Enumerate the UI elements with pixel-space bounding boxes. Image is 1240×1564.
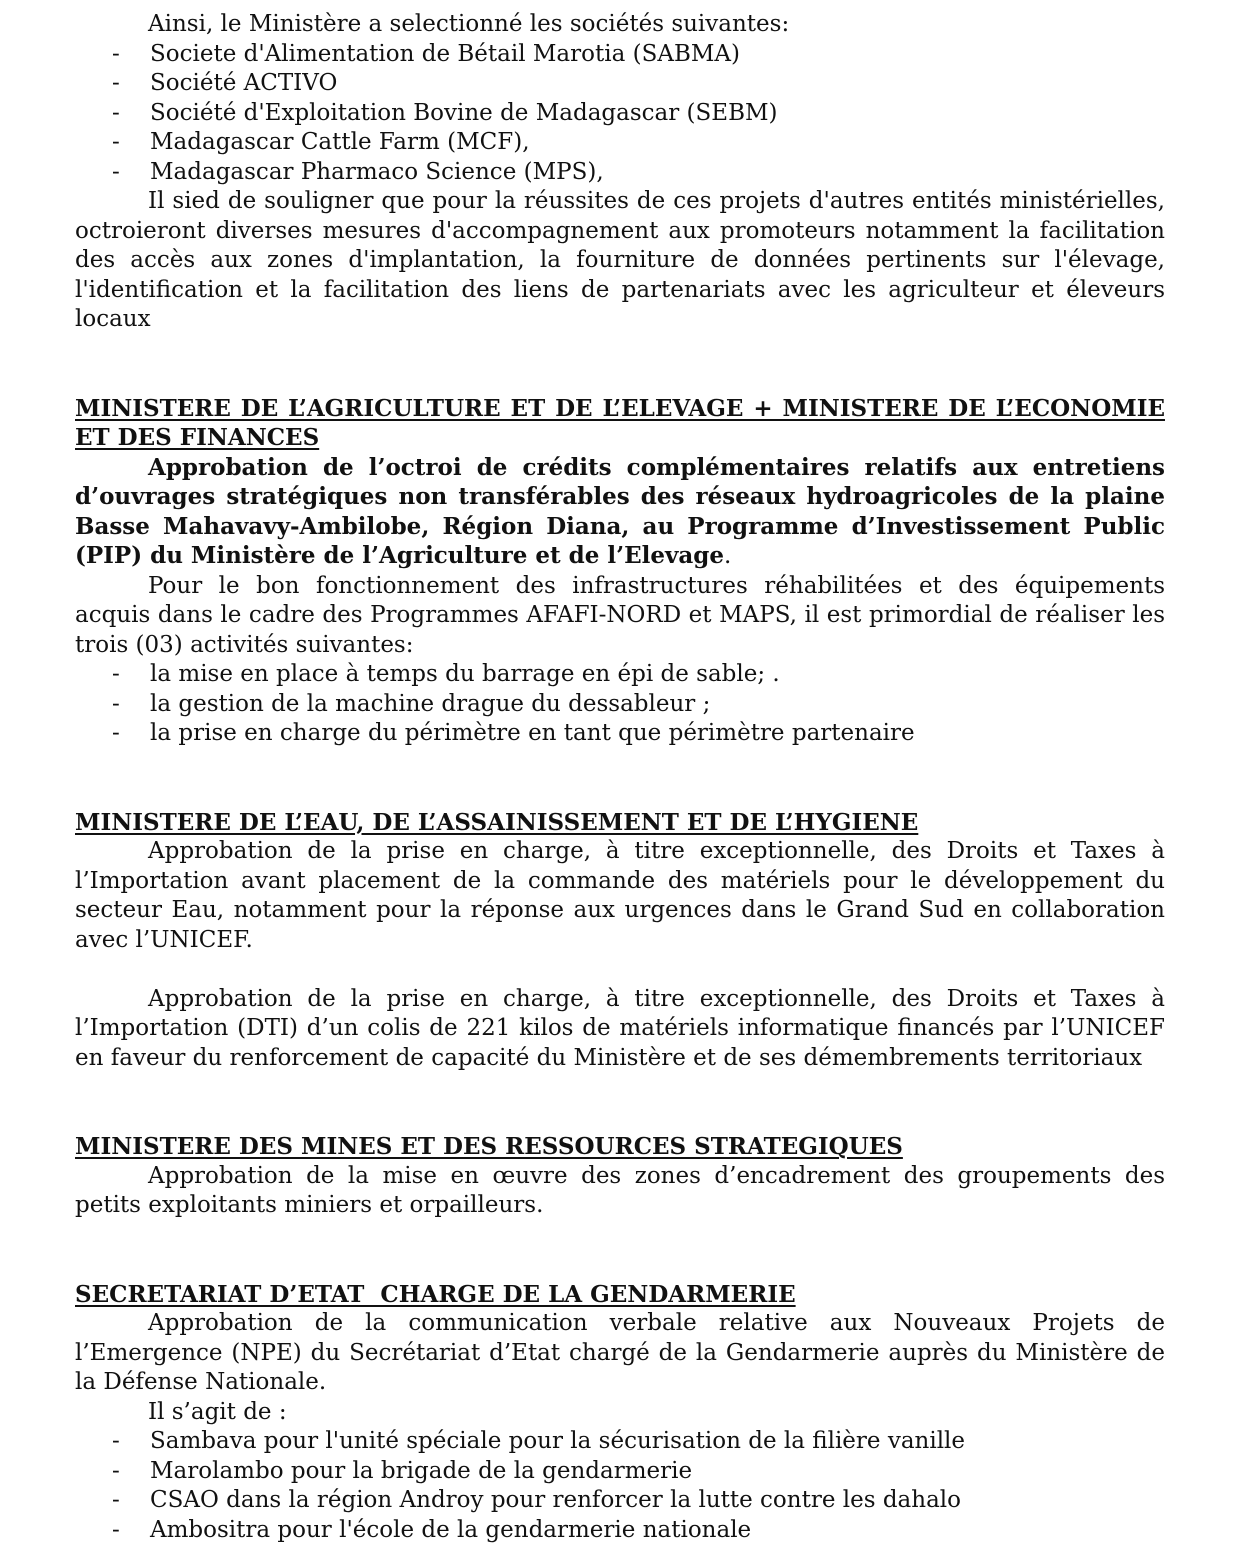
mines-paragraph: Approbation de la mise en œuvre des zones d’encadrement des groupements des petits exploitants miniers et orpailleurs. [75,1162,1165,1218]
bullet-dash: - [112,70,120,96]
list-item: - Société ACTIVO [75,69,1165,99]
gendarmerie-paragraph: Approbation de la communication verbale relative aux Nouveaux Projets de l’Emergence (NPE) du Secrétariat d’Etat chargé de la Gendarmerie auprès du Ministère de la Défense Nationale. [75,1310,1165,1395]
spacer [75,1221,1165,1280]
section-heading-eau: MINISTERE DE L’EAU, DE L’ASSAINISSEMENT ET DE L’HYGIENE [75,808,919,836]
eau-paragraph-1: Approbation de la prise en charge, à titre exceptionnelle, des Droits et Taxes à l’Importation avant placement de la commande des matériels pour le développement du secteur Eau, notamment pour la réponse aux urgences dans le Grand Sud en collaboration avec l’UNICEF. [75,838,1165,953]
bullet-dash: - [112,129,120,155]
bullet-dash: - [112,158,120,185]
bullet-dash: - [112,1428,120,1454]
list-item: - la gestion de la machine drague du dessableur ; [75,690,1165,720]
activity-list [75,660,1165,749]
company-list [75,40,1165,188]
project-list [75,1427,1165,1545]
spacer [75,1073,1165,1132]
bullet-dash: - [112,720,120,746]
spacer [75,749,1165,808]
intro-paragraph: Il sied de souligner que pour la réussites de ces projets d'autres entités ministérielles, octroieront diverses mesures d'accompagnement aux promoteurs notamment la facilitation des accès aux zones d'implantation, la fourniture de données pertinents sur l'élevage, l'identification et la facilitation des liens de partenariats avec les agriculteur et éleveurs locaux [75,188,1165,332]
bullet-dash: - [112,99,120,126]
list-item: - la mise en place à temps du barrage en épi de sable; . [75,660,1165,690]
list-item: - Societe d'Alimentation de Bétail Marotia (SABMA) [75,40,1165,70]
list-item: - Sambava pour l'unité spéciale pour la sécurisation de la filière vanille [75,1427,1165,1457]
bullet-dash: - [112,1457,120,1484]
bullet-dash: - [112,1516,120,1543]
bullet-dash: - [112,690,120,717]
gendarmerie-lead: Il s’agit de : [148,1398,287,1425]
bullet-dash: - [112,40,120,67]
agriculture-paragraph: Pour le bon fonctionnement des infrastructures réhabilitées et des équipements acquis dans le cadre des Programmes AFAFI-NORD et MAPS, il est primordial de réaliser les trois (03) activités suivantes: [75,572,1165,658]
section-heading-gendarmerie: SECRETARIAT D’ETAT CHARGE DE LA GENDARMERIE [75,1280,796,1308]
spacer [75,955,1165,985]
eau-paragraph-2: Approbation de la prise en charge, à titre exceptionnelle, des Droits et Taxes à l’Importation (DTI) d’un colis de 221 kilos de matériels informatique financés par l’UNICEF en faveur du renforcement de capacité du Ministère et de ses démembrements territoriaux [75,985,1165,1071]
section-heading-mines: MINISTERE DES MINES ET DES RESSOURCES STRATEGIQUES [75,1133,903,1160]
list-item: - Marolambo pour la brigade de la gendarmerie [75,1457,1165,1487]
document-page [75,10,1165,1545]
bullet-dash: - [112,1487,120,1513]
list-item: - CSAO dans la région Androy pour renforcer la lutte contre les dahalo [75,1486,1165,1516]
list-item: - Ambositra pour l'école de la gendarmerie nationale [75,1516,1165,1546]
intro-lead: Ainsi, le Ministère a selectionné les sociétés suivantes: [148,11,790,37]
section-heading-agriculture: MINISTERE DE L’AGRICULTURE ET DE L’ELEVAGE + MINISTERE DE L’ECONOMIE ET DES FINANCES [75,394,1165,451]
bullet-dash: - [112,661,120,687]
list-item: - la prise en charge du périmètre en tant que périmètre partenaire [75,719,1165,749]
list-item: - Société d'Exploitation Bovine de Madagascar (SEBM) [75,99,1165,129]
spacer [75,335,1165,394]
list-item: - Madagascar Pharmaco Science (MPS), [75,158,1165,188]
agriculture-decision: Approbation de l’octroi de crédits complémentaires relatifs aux entretiens d’ouvrages stratégiques non transférables des réseaux hydroagricoles de la plaine Basse Mahavavy-Ambilobe, Région Diana, au Programme d’Investissement Public (PIP) du Ministère de l’Agriculture et de l’Elevage. [75,453,1165,569]
list-item: - Madagascar Cattle Farm (MCF), [75,128,1165,158]
